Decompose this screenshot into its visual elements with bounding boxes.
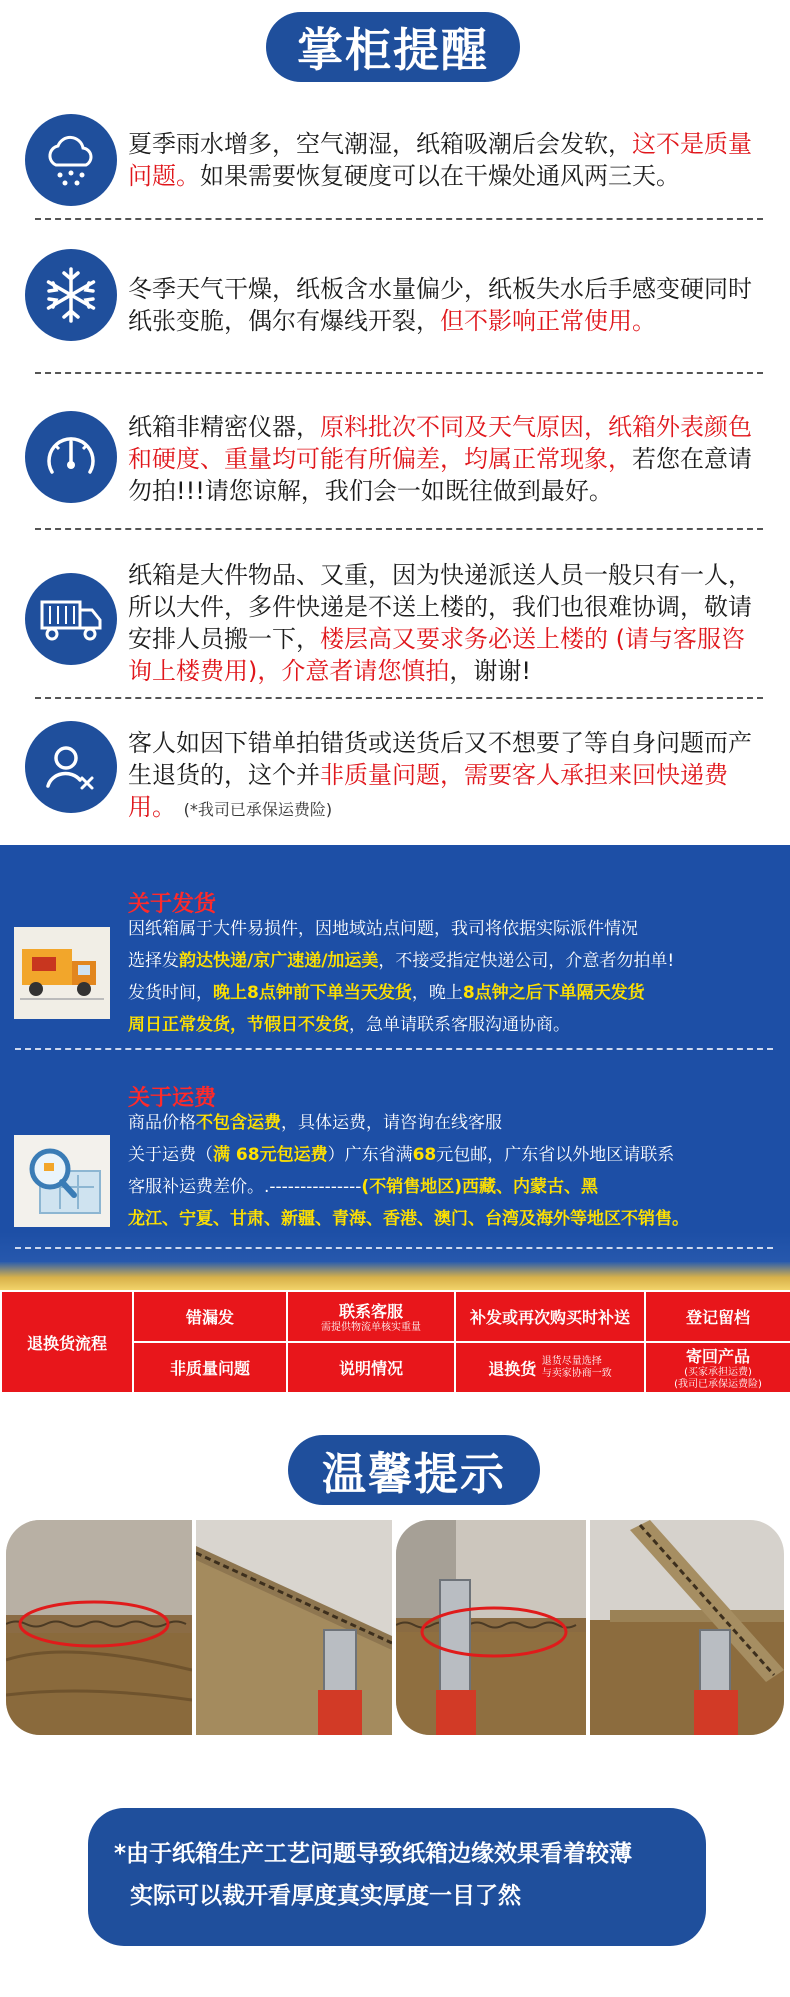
- flow-cell: 登记留档: [645, 1291, 790, 1342]
- cardboard-edge-photo: [396, 1520, 586, 1735]
- gauge-icon: [25, 411, 117, 503]
- divider: [15, 1048, 773, 1050]
- gold-band: [0, 1262, 790, 1290]
- bottom-note-line: *由于纸箱生产工艺问题导致纸箱边缘效果看着较薄: [114, 1841, 633, 1867]
- flow-cell: 联系客服 需提供物流单核实重量: [287, 1291, 455, 1342]
- notice-text: 夏季雨水增多，空气潮湿，纸箱吸潮后会发软，这不是质量问题。如果需要恢复硬度可以在干燥处通风两三天。: [128, 130, 752, 190]
- divider: [35, 372, 763, 374]
- cardboard-cut-photo: [590, 1520, 784, 1735]
- user-x-icon: [25, 721, 117, 813]
- bottom-note: [88, 1808, 706, 1946]
- notice-text: 纸箱是大件物品、又重，因为快递派送人员一般只有一人，所以大件，多件快递是不送上楼的，我们也很难协调，敬请安排人员搬一下，楼层高又要求务必送上楼的 (请与客服咨询上楼费用)，介意者请您慎拍，谢谢!: [128, 561, 752, 685]
- flow-cell: 非质量问题: [133, 1342, 287, 1393]
- cardboard-edge-photo: [6, 1520, 192, 1735]
- notice-returns: [0, 715, 790, 825]
- freight-title: 关于运费: [128, 1086, 217, 1111]
- page-title: [266, 12, 520, 82]
- divider: [35, 528, 763, 530]
- notice-delivery: [0, 555, 790, 685]
- tips-title-text: 温馨提示: [322, 1449, 506, 1500]
- flow-cell: 退换货 退货尽量选择 与卖家协商一致: [455, 1342, 645, 1393]
- info-section: [0, 845, 790, 1275]
- shipping-truck-icon: [14, 927, 110, 1019]
- bottom-note-line: 实际可以裁开看厚度真实厚度一目了然: [130, 1883, 521, 1909]
- divider: [15, 1247, 773, 1249]
- cardboard-cut-photo: [196, 1520, 392, 1735]
- shipping-text: 因纸箱属于大件易损件，因地域站点问题，我司将依据实际派件情况 选择发韵达快递/京广速递/加运美，不接受指定快递公司，介意者勿拍单! 发货时间，晚上8点钟前下单当天发货，晚上8点钟之后下单隔天发货 周日正常发货，节假日不发货，急单请联系客服沟通协商。: [128, 919, 675, 1035]
- flow-cell: 错漏发: [133, 1291, 287, 1342]
- snowflake-icon: [25, 249, 117, 341]
- magnifier-map-icon: [14, 1135, 110, 1227]
- rain-cloud-icon: [25, 114, 117, 206]
- flow-cell: 寄回产品 (买家承担运费) (我司已承保运费险): [645, 1342, 790, 1393]
- flow-cell: 说明情况: [287, 1342, 455, 1393]
- divider: [35, 218, 763, 220]
- flow-label: 退换货流程: [1, 1291, 133, 1393]
- flow-cell: 补发或再次购买时补送: [455, 1291, 645, 1342]
- page-title-text: 掌柜提醒: [297, 23, 489, 77]
- tips-title: [288, 1435, 540, 1505]
- notice-variance: [0, 405, 790, 510]
- delivery-truck-icon: [25, 573, 117, 665]
- return-flow-table: [0, 1290, 790, 1394]
- notice-humidity: [0, 110, 790, 210]
- shipping-title: 关于发货: [128, 892, 217, 917]
- notice-dryness: [0, 245, 790, 345]
- notice-text: 客人如因下错单拍错货或送货后又不想要了等自身问题而产生退货的，这个并非质量问题，需要客人承担来回快递费用。 (*我司已承保运费险): [128, 729, 752, 821]
- divider: [35, 697, 763, 699]
- freight-text: 商品价格不包含运费，具体运费，请咨询在线客服 关于运费（满 68元包运费）广东省满68元包邮，广东省以外地区请联系 客服补运费差价。.---------------(不销售地区)西藏、内蒙古、黑 龙江、宁夏、甘肃、新疆、青海、香港、澳门、台湾及海外等地区不销售。: [128, 1113, 689, 1229]
- notice-text: 冬季天气干燥，纸板含水量偏少，纸板失水后手感变硬同时纸张变脆，偶尔有爆线开裂，但不影响正常使用。: [128, 275, 752, 335]
- notice-text: 纸箱非精密仪器，原料批次不同及天气原因，纸箱外表颜色和硬度、重量均可能有所偏差，均属正常现象，若您在意请勿拍!!!请您谅解，我们会一如既往做到最好。: [128, 413, 752, 505]
